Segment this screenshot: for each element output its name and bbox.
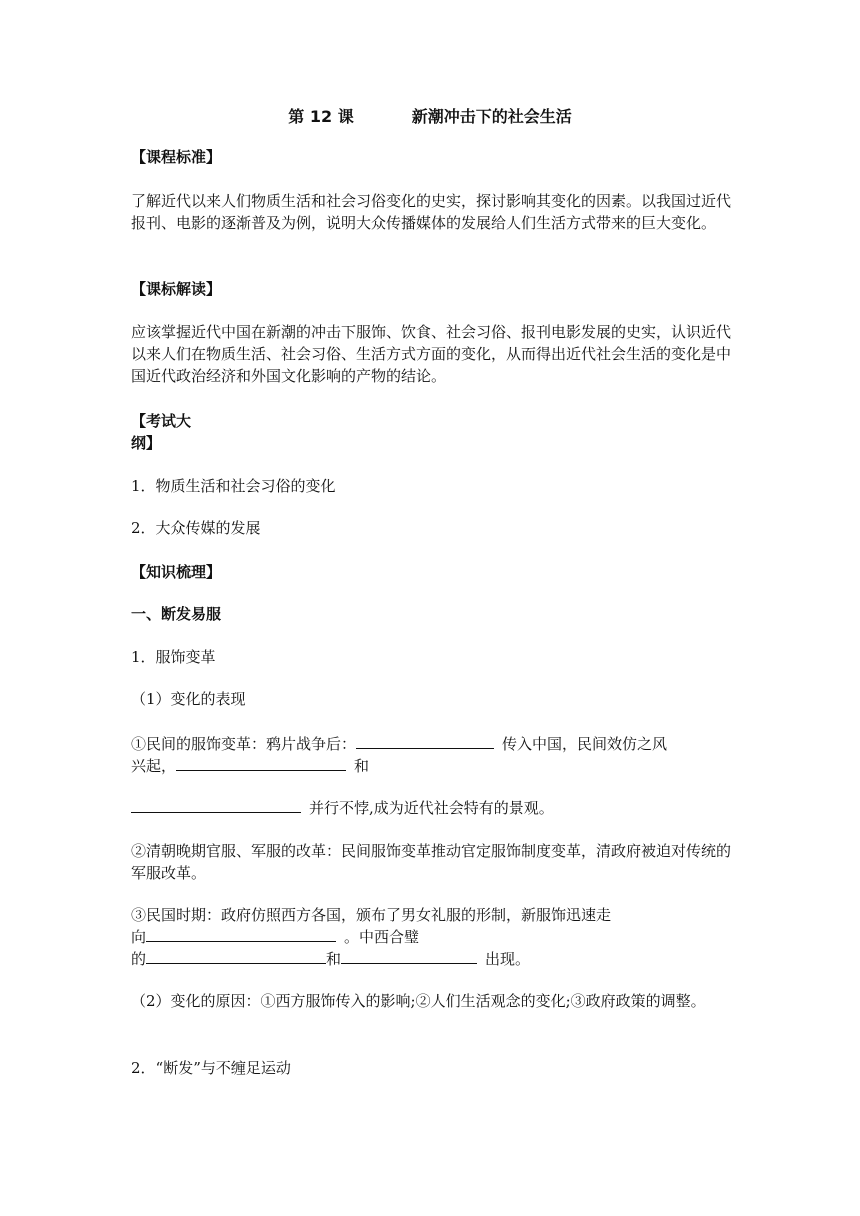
fill-blank-2[interactable] [176,756,346,771]
p1-text-e: 并行不悖,成为近代社会特有的景观。 [309,799,554,817]
lesson-title [0,104,860,127]
standard-reading-text: 应该掌握近代中国在新潮的冲击下服饰、饮食、社会习俗、报刊电影发展的史实，认识近代以来人们在物质生活、社会习俗、生活方式方面的变化，从而得出近代社会生活的变化是中国近代政治经济和外国文化影响的产物的结论。 [131,323,732,385]
p3-text-c: 。中西合璧 [344,928,420,946]
p3-text-a: ③民国时期：政府仿照西方各国，颁布了男女礼服的形制，新服饰迅速走 [131,906,612,924]
paragraph-folk-costume [131,733,731,777]
p1-text-c: 兴起， [131,757,177,775]
p1-text-d: 和 [354,757,370,775]
p3-text-b: 向 [131,928,147,946]
paragraph-republic [131,904,731,970]
p1-text-b: 传入中国，民间效仿之风 [502,735,668,753]
p1-text-a: ①民间的服饰变革：鸦片战争后： [131,735,357,753]
sub-2-reasons: （2）变化的原因：①西方服饰传入的影响;②人们生活观念的变化;③政府政策的调整。 [131,992,706,1010]
lesson-number: 第 12 课 [288,107,354,126]
course-standard-heading: 【课程标准】 [131,148,222,166]
paragraph-folk-costume-cont [131,797,731,819]
exam-outline-heading [131,410,731,454]
standard-reading-heading: 【课标解读】 [131,280,222,298]
p3-text-e: 和 [326,950,342,968]
item-1-heading: 1．服饰变革 [131,648,216,666]
fill-blank-4[interactable] [146,927,336,942]
exam-heading-line1: 【考试大 [131,412,192,430]
exam-item-1: 1．物质生活和社会习俗的变化 [131,477,336,495]
fill-blank-5[interactable] [146,949,326,964]
lesson-name: 新潮冲击下的社会生活 [411,107,572,126]
part1-heading: 一、断发易服 [131,605,222,623]
exam-item-2: 2．大众传媒的发展 [131,519,261,537]
course-standard-text: 了解近代以来人们物质生活和社会习俗变化的史实，探讨影响其变化的因素。以我国过近代报刊、电影的逐渐普及为例，说明大众传播媒体的发展给人们生活方式带来的巨大变化。 [131,192,732,232]
p3-text-d: 的 [131,950,147,968]
sub-1-heading: （1）变化的表现 [131,690,246,708]
fill-blank-3[interactable] [131,798,301,813]
exam-heading-line2: 纲】 [131,434,162,452]
knowledge-heading: 【知识梳理】 [131,563,222,581]
fill-blank-1[interactable] [356,734,494,749]
fill-blank-6[interactable] [341,949,477,964]
paragraph-qing-reform: ②清朝晚期官服、军服的改革：民间服饰变革推动官定服饰制度变革，清政府被迫对传统的军服改革。 [131,842,732,882]
item-2-heading: 2．“断发”与不缠足运动 [131,1059,291,1077]
p3-text-f: 出现。 [485,950,531,968]
